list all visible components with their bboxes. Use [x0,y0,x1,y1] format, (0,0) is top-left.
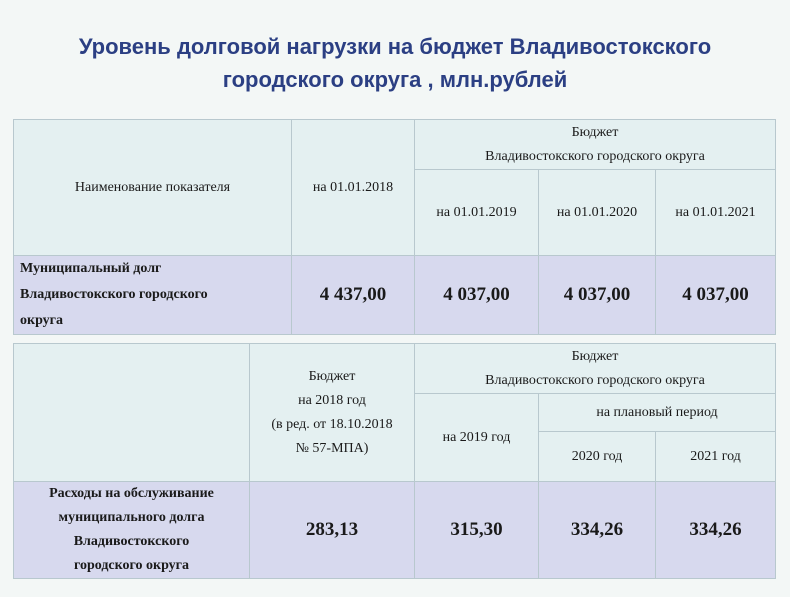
header-year-2020: 2020 год [539,432,656,482]
row-label-line: округа [20,313,64,328]
header-indicator-name: Наименование показателя [14,120,292,256]
value-2019: 315,30 [415,482,539,579]
title-line-1: Уровень долговой нагрузки на бюджет Владивостокского [78,34,712,59]
title-line-2: городского округа , млн.рублей [222,67,568,92]
value-2019: 4 037,00 [415,256,539,335]
header-current-date: на 01.01.2018 [292,120,415,256]
header-planned-period: на плановый период [539,394,776,432]
row-label-line: Муниципальный долг [20,261,162,276]
row-label-line: городского округа [73,558,190,573]
header-budget-line-1: Бюджет [571,124,619,140]
header-line: на 2018 год [298,392,366,408]
header-empty [14,344,250,482]
header-budget-line-1: Бюджет [571,348,619,364]
header-line: (в ред. от 18.10.2018 [271,416,393,432]
debt-service-table [13,343,776,579]
value-2020: 4 037,00 [539,256,656,335]
row-label-line: Владивостокского [73,534,190,549]
header-budget-2018 [250,344,415,482]
header-budget-line-2: Владивостокского городского округа [485,148,705,164]
row-label-line: муниципального долга [58,510,205,525]
value-2021: 4 037,00 [656,256,776,335]
header-date-2021: на 01.01.2021 [656,170,776,256]
header-budget-line-2: Владивостокского городского округа [485,372,705,388]
row-label-municipal-debt [14,256,292,335]
header-date-2019: на 01.01.2019 [415,170,539,256]
row-label-debt-service [14,482,250,579]
header-year-2019: на 2019 год [415,394,539,482]
page-title [0,30,790,96]
value-2018: 4 437,00 [292,256,415,335]
row-label-line: Владивостокского городского [20,287,208,302]
header-line: Бюджет [308,368,356,384]
value-2020: 334,26 [539,482,656,579]
debt-table [13,119,776,335]
header-budget [415,344,776,394]
header-year-2021: 2021 год [656,432,776,482]
value-2021: 334,26 [656,482,776,579]
header-budget [415,120,776,170]
value-2018: 283,13 [250,482,415,579]
header-line: № 57-МПА) [295,440,369,456]
header-date-2020: на 01.01.2020 [539,170,656,256]
row-label-line: Расходы на обслуживание [49,486,214,501]
